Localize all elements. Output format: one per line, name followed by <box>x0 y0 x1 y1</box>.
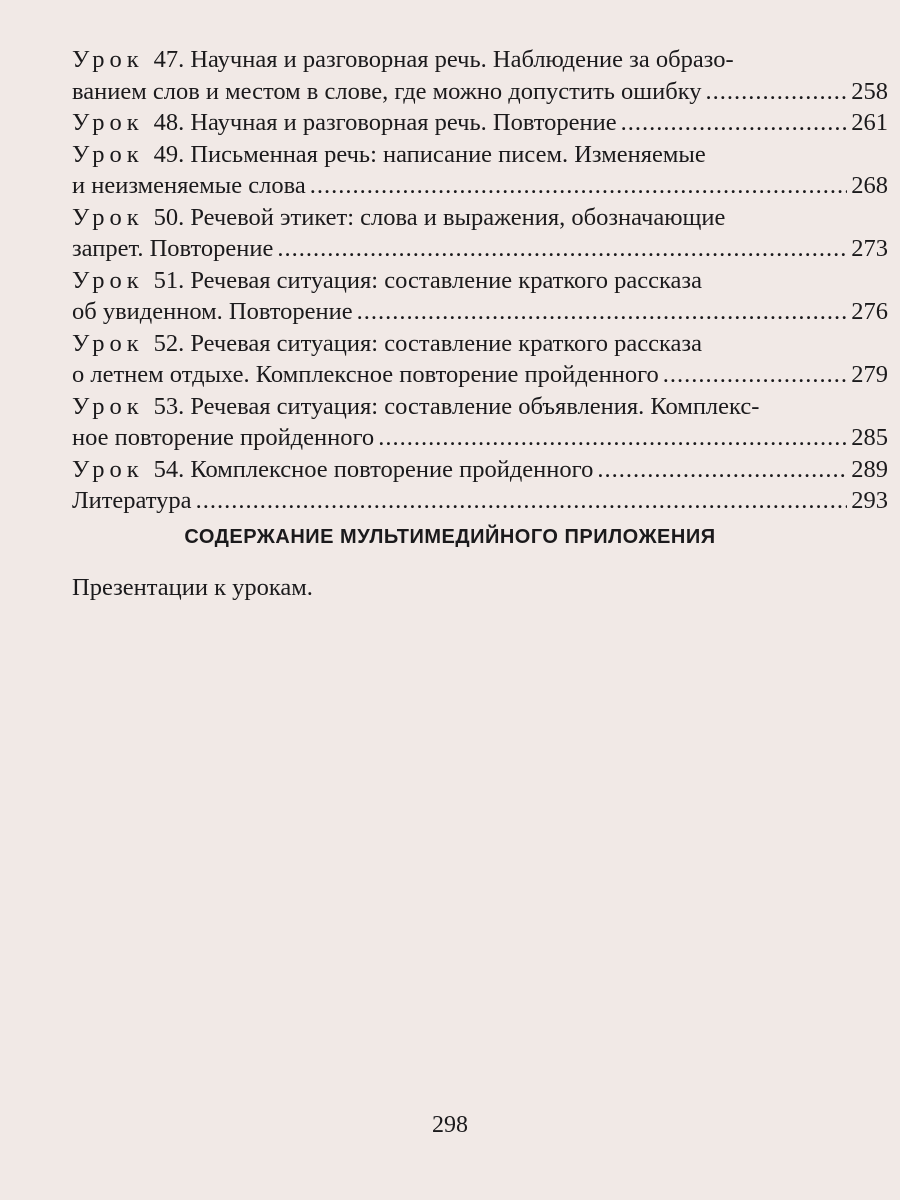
lesson-label: Урок <box>72 203 144 231</box>
toc-line <box>72 76 888 108</box>
toc-entry <box>72 454 888 486</box>
dot-leader <box>597 454 847 486</box>
lesson-title-cont: ное повторение пройденного <box>72 424 375 451</box>
toc-entry <box>72 44 888 107</box>
page-ref: 258 <box>851 77 888 105</box>
table-of-contents <box>72 44 888 517</box>
toc-entry <box>72 107 888 139</box>
toc-line <box>72 328 888 360</box>
lesson-title-cont: ванием слов и местом в слове, где можно допустить ошибку <box>72 77 702 105</box>
lesson-title: Комплексное повторение пройденного <box>190 455 594 483</box>
dot-leader <box>663 359 847 391</box>
dot-leader <box>621 107 848 139</box>
lesson-title-cont: запрет. Повторение <box>72 235 274 262</box>
page-ref: 289 <box>851 455 888 483</box>
lesson-number: 52. <box>153 329 185 357</box>
lesson-title: Речевая ситуация: составление объявления. Комплекс- <box>190 392 760 420</box>
toc-line <box>72 107 888 139</box>
page-number: 298 <box>432 1112 468 1138</box>
literature-label: Литература <box>72 487 192 514</box>
toc-line <box>72 422 888 454</box>
lesson-title: Научная и разговорная речь. Повторение <box>190 109 617 136</box>
page-ref: 268 <box>851 172 888 199</box>
toc-line <box>72 139 888 171</box>
toc-entry <box>72 202 888 265</box>
dot-leader <box>310 170 848 202</box>
multimedia-heading: СОДЕРЖАНИЕ МУЛЬТИМЕДИЙНОГО ПРИЛОЖЕНИЯ <box>184 526 716 548</box>
lesson-label: Урок <box>72 329 144 357</box>
toc-line <box>72 485 888 517</box>
toc-entry <box>72 139 888 202</box>
lesson-number: 49. <box>153 140 185 168</box>
dot-leader <box>706 76 848 108</box>
lesson-number: 50. <box>153 203 185 231</box>
lesson-number: 54. <box>153 455 185 483</box>
lesson-title-cont: о летнем отдыхе. Комплексное повторение пройденного <box>72 361 659 388</box>
lesson-label: Урок <box>72 455 144 483</box>
lesson-label: Урок <box>72 140 144 168</box>
lesson-number: 53. <box>153 392 185 420</box>
dot-leader <box>196 485 848 517</box>
toc-entry <box>72 391 888 454</box>
lesson-label: Урок <box>72 392 144 420</box>
lesson-title: Речевая ситуация: составление краткого рассказа <box>190 329 702 357</box>
lesson-number: 47. <box>153 46 185 73</box>
toc-entry <box>72 265 888 328</box>
dot-leader <box>357 296 848 328</box>
toc-line <box>72 265 888 297</box>
dot-leader <box>378 422 847 454</box>
page-ref: 261 <box>851 109 888 136</box>
toc-line <box>72 454 888 486</box>
lesson-number: 51. <box>153 266 185 294</box>
page-ref: 285 <box>851 424 888 451</box>
toc-line <box>72 202 888 234</box>
lesson-label: Урок <box>72 266 144 294</box>
lesson-label: Урок <box>72 46 144 73</box>
lesson-title: Речевой этикет: слова и выражения, обозначающие <box>190 203 726 231</box>
toc-line <box>72 296 888 328</box>
toc-line <box>72 359 888 391</box>
toc-line <box>72 391 888 423</box>
toc-entry <box>72 328 888 391</box>
lesson-title: Научная и разговорная речь. Наблюдение за образо- <box>190 46 734 73</box>
page-ref: 279 <box>851 361 888 388</box>
lesson-title: Речевая ситуация: составление краткого рассказа <box>190 266 702 294</box>
lesson-title: Письменная речь: написание писем. Изменяемые <box>190 140 706 168</box>
lesson-number: 48. <box>153 109 185 136</box>
dot-leader <box>277 233 847 265</box>
toc-entry-literature <box>72 485 888 517</box>
toc-line <box>72 44 888 76</box>
lesson-label: Урок <box>72 109 144 136</box>
page-ref: 293 <box>851 487 888 514</box>
page-ref: 276 <box>851 298 888 325</box>
multimedia-item: Презентации к урокам. <box>72 574 313 601</box>
lesson-title-cont: об увиденном. Повторение <box>72 298 353 325</box>
lesson-title-cont: и неизменяемые слова <box>72 172 306 199</box>
toc-line <box>72 233 888 265</box>
toc-line <box>72 170 888 202</box>
page-ref: 273 <box>851 235 888 262</box>
